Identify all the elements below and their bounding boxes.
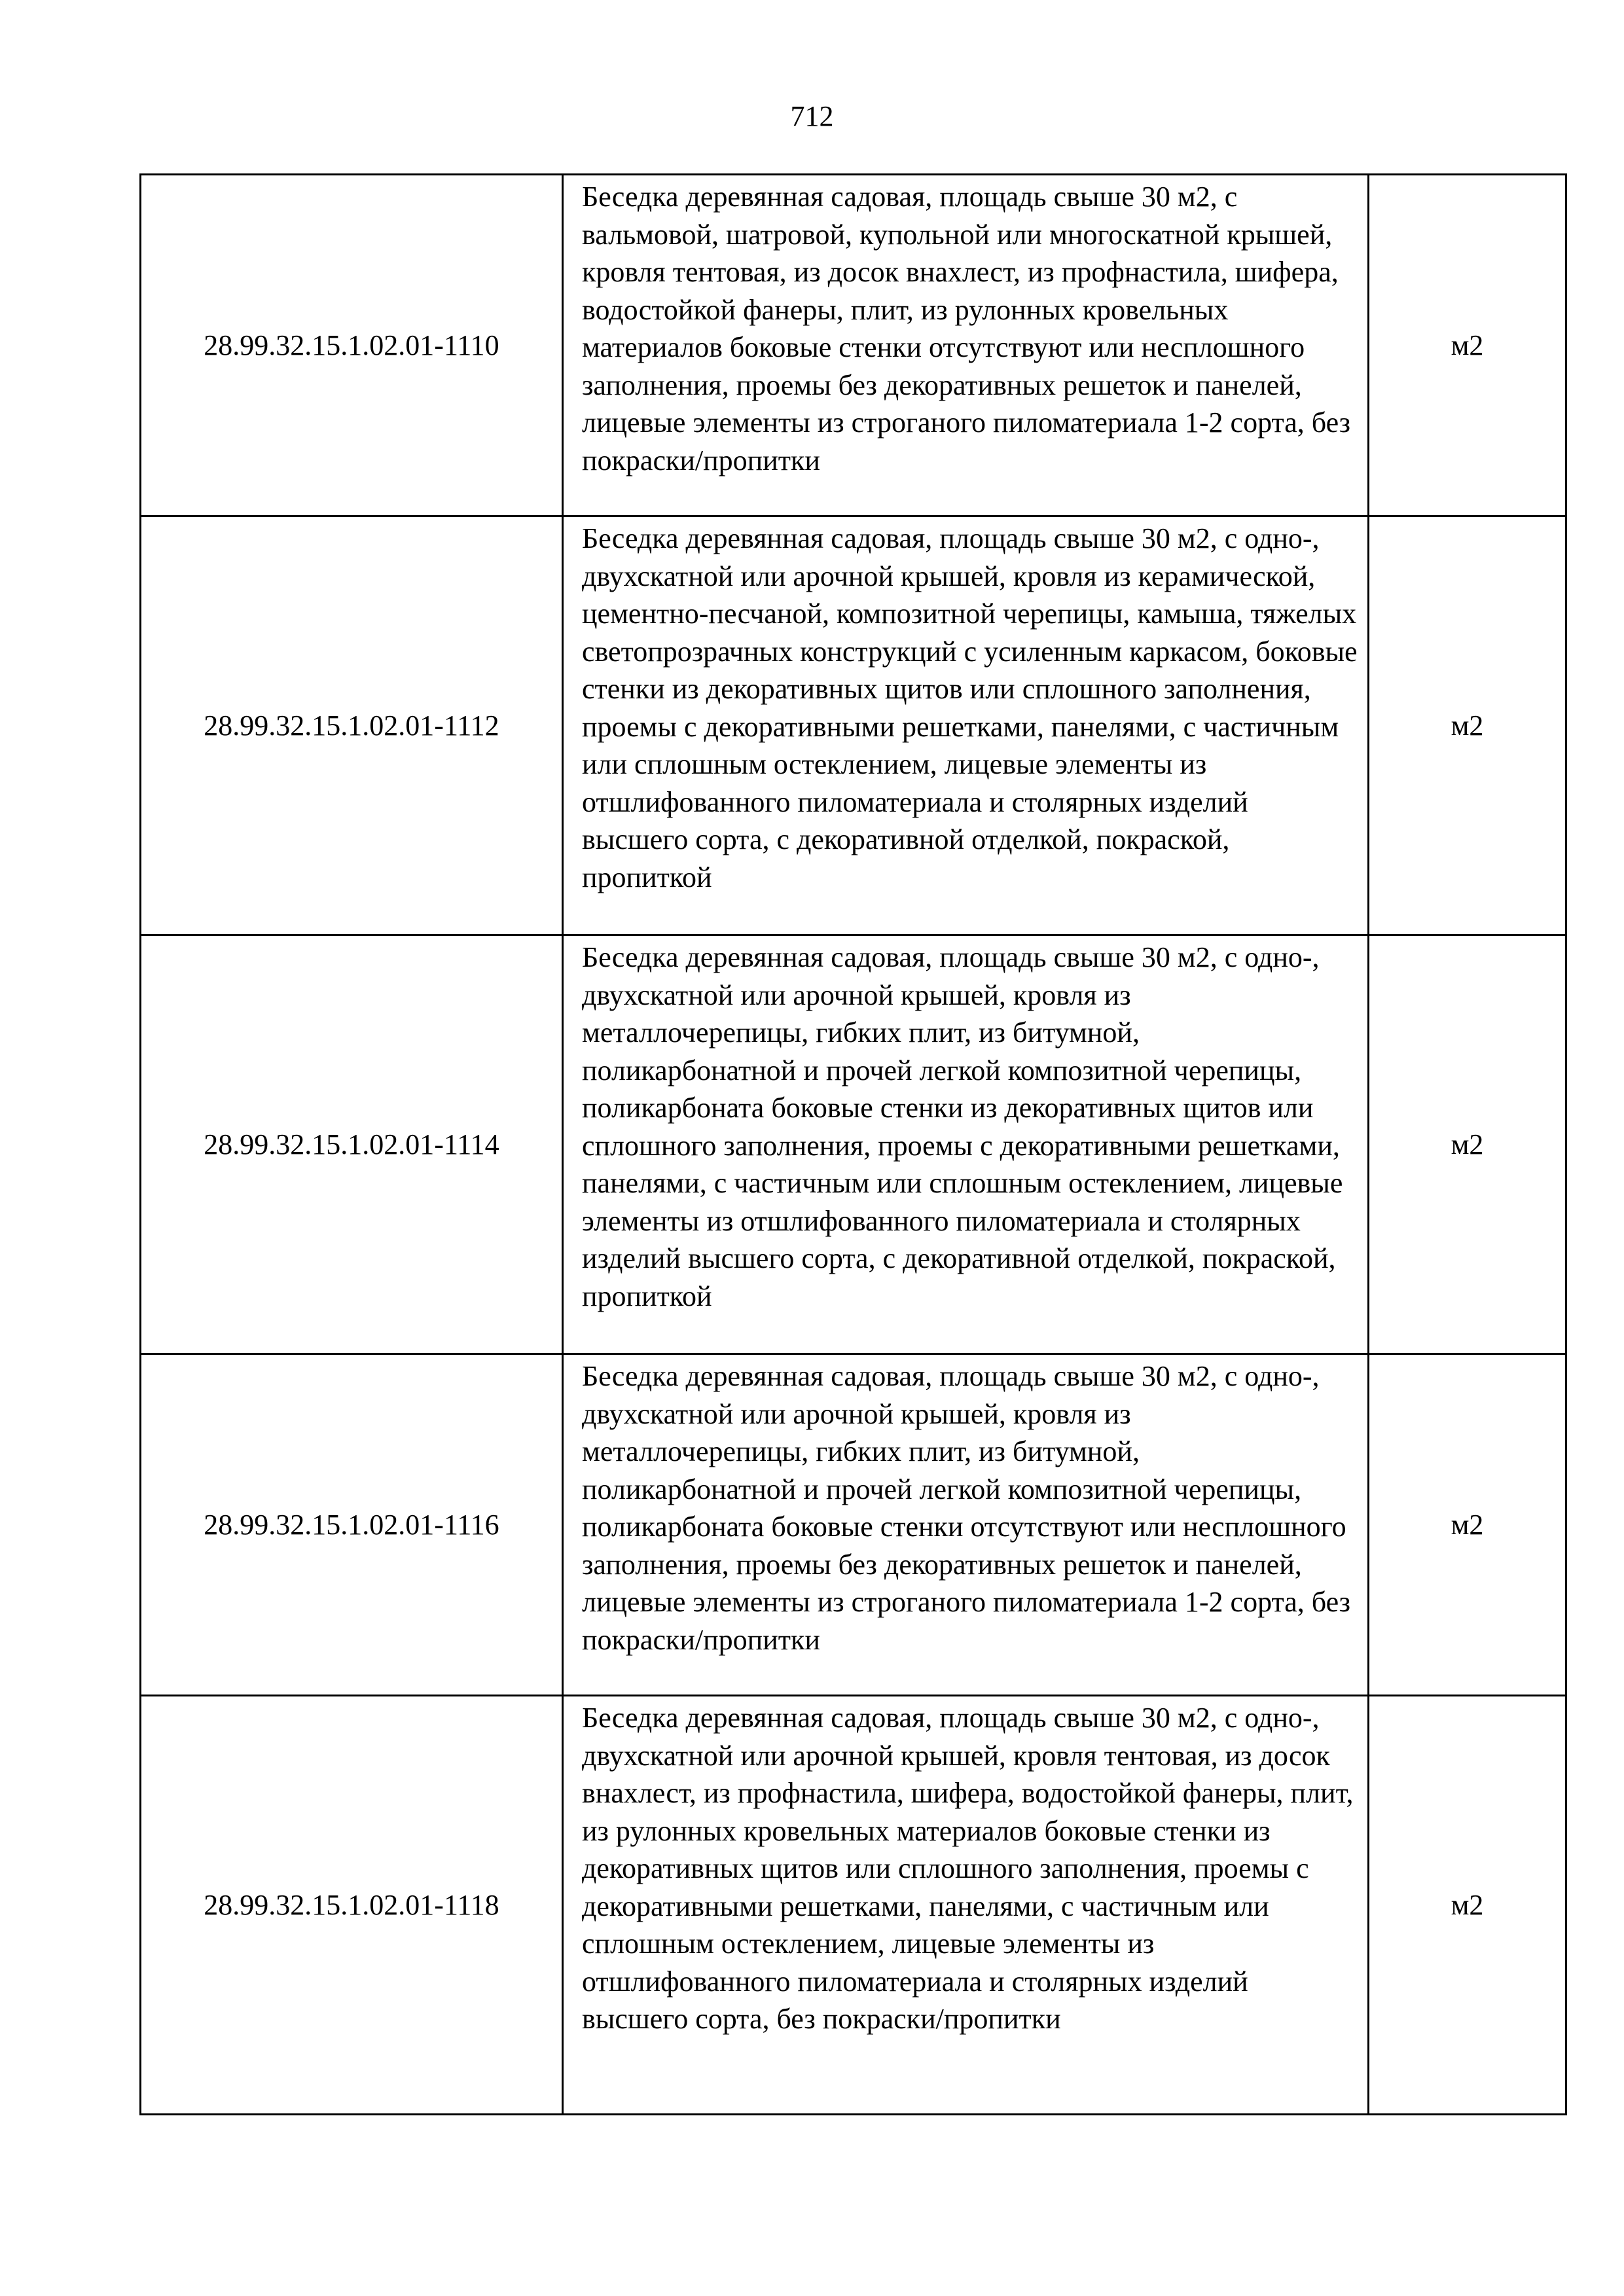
table-row [141,1354,1566,1696]
page-number: 712 [790,100,834,132]
item-unit: м2 [1369,935,1566,1354]
item-code: 28.99.32.15.1.02.01-1118 [141,1696,563,2115]
item-code: 28.99.32.15.1.02.01-1114 [141,935,563,1354]
item-description-text: Беседка деревянная садовая, площадь свыше 30 м2, с вальмовой, шатровой, купольной или многоскатной крышей, кровля тентовая, из досок внахлест, из профнастила, шифера, водостойкой фанеры, плит, из рулонных кровельных материалов боковые стенки отсутствуют или несплошного заполнения, проемы без декоративных решеток и панелей, лицевые элементы из строганого пиломатериала 1-2 сорта, без покраски/пропитки [582,181,1351,476]
item-description-text: Беседка деревянная садовая, площадь свыше 30 м2, с одно-, двухскатной или арочной крышей, кровля из керамической, цементно-песчаной, композитной черепицы, камыша, тяжелых светопрозрачных конструкций с усиленным каркасом, боковые стенки из декоративных щитов или сплошного заполнения, проемы с декоративными решетками, панелями, с частичным или сплошным остеклением, лицевые элементы из отшлифованного пиломатериала и столярных изделий высшего сорта, с декоративной отделкой, покраской, пропиткой [582,522,1358,893]
item-description [563,516,1369,935]
item-code: 28.99.32.15.1.02.01-1112 [141,516,563,935]
item-code: 28.99.32.15.1.02.01-1110 [141,175,563,516]
item-description [563,1696,1369,2115]
item-description-text: Беседка деревянная садовая, площадь свыше 30 м2, с одно-, двухскатной или арочной крышей, кровля тентовая, из досок внахлест, из профнастила, шифера, водостойкой фанеры, плит, из рулонных кровельных материалов боковые стенки из декоративных щитов или сплошного заполнения, проемы с декоративными решетками, панелями, с частичным или сплошным остеклением, лицевые элементы из отшлифованного пиломатериала и столярных изделий высшего сорта, без покраски/пропитки [582,1702,1354,2035]
item-description [563,1354,1369,1696]
item-unit: м2 [1369,175,1566,516]
price-table [139,173,1567,2115]
item-unit: м2 [1369,1354,1566,1696]
item-description-text: Беседка деревянная садовая, площадь свыше 30 м2, с одно-, двухскатной или арочной крышей, кровля из металлочерепицы, гибких плит, из битумной, поликарбонатной и прочей легкой композитной черепицы, поликарбоната боковые стенки отсутствуют или несплошного заполнения, проемы без декоративных решеток и панелей, лицевые элементы из строганого пиломатериала 1-2 сорта, без покраски/пропитки [582,1360,1351,1656]
item-description [563,175,1369,516]
table-row [141,935,1566,1354]
table-row [141,1696,1566,2115]
item-unit: м2 [1369,1696,1566,2115]
item-unit: м2 [1369,516,1566,935]
item-description-text: Беседка деревянная садовая, площадь свыше 30 м2, с одно-, двухскатной или арочной крышей, кровля из металлочерепицы, гибких плит, из битумной, поликарбонатной и прочей легкой композитной черепицы, поликарбоната боковые стенки из декоративных щитов или сплошного заполнения, проемы с декоративными решетками, панелями, с частичным или сплошным остеклением, лицевые элементы из отшлифованного пиломатериала и столярных изделий высшего сорта, с декоративной отделкой, покраской, пропиткой [582,941,1343,1312]
table-row [141,175,1566,516]
table-row [141,516,1566,935]
item-code: 28.99.32.15.1.02.01-1116 [141,1354,563,1696]
item-description [563,935,1369,1354]
